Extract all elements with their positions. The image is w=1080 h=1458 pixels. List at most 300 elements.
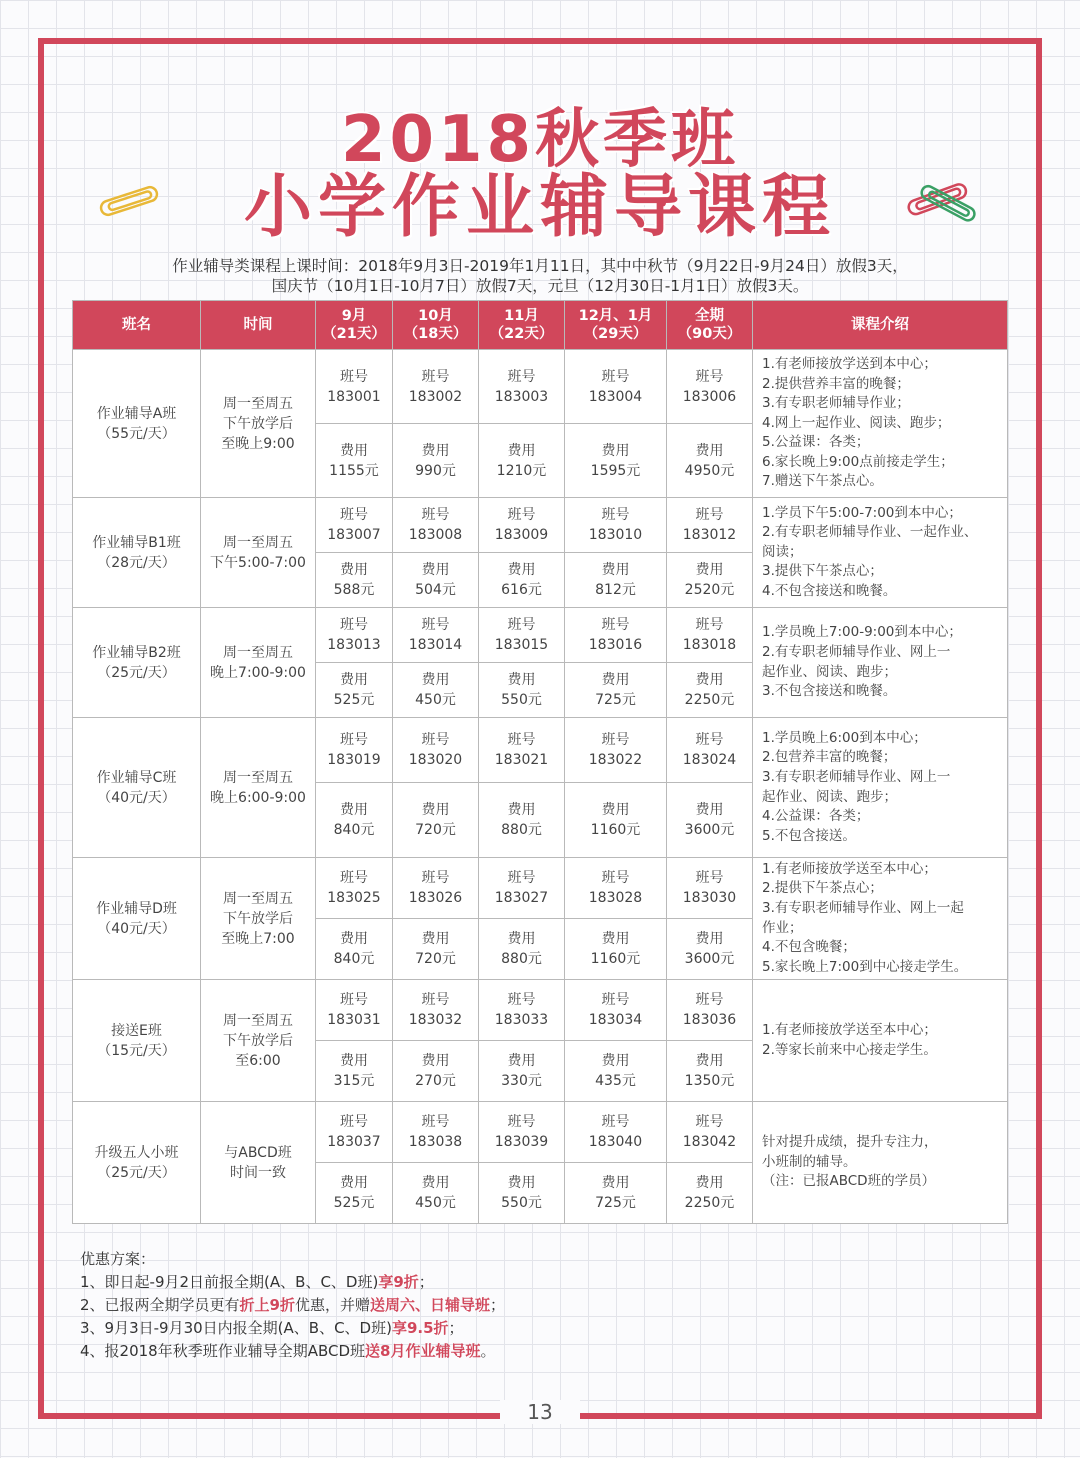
class-code-cell [667, 608, 753, 663]
fee-cell [393, 1163, 479, 1224]
class-price: （55元/天） [97, 425, 176, 442]
fee-label: 费用 [601, 802, 630, 818]
fee-value: 720元 [415, 822, 456, 838]
class-code-label: 班号 [601, 617, 630, 633]
class-code: 183038 [408, 1134, 463, 1150]
class-price: （15元/天） [97, 1042, 176, 1059]
course-intro-line: 作业； [762, 919, 803, 936]
fee-label: 费用 [601, 1175, 630, 1191]
fee-label: 费用 [695, 672, 724, 688]
course-intro-cell [753, 980, 1008, 1102]
class-code-label: 班号 [421, 870, 450, 886]
class-code: 183032 [408, 1012, 463, 1028]
fee-label: 费用 [507, 1053, 536, 1069]
fee-label: 费用 [507, 442, 536, 459]
frame-bottom-left [38, 1413, 506, 1419]
class-name: 作业辅导B2班 [92, 644, 181, 661]
class-code-label: 班号 [340, 507, 368, 523]
class-code: 183042 [682, 1134, 737, 1150]
class-code: 183040 [588, 1134, 643, 1150]
class-code-cell [667, 350, 753, 424]
fee-cell [393, 424, 479, 498]
class-code-label: 班号 [695, 368, 724, 385]
fee-label: 费用 [601, 1053, 630, 1069]
fee-cell [316, 783, 393, 858]
fee-label: 费用 [421, 1175, 450, 1191]
fee-label: 费用 [421, 562, 450, 578]
class-code: 183030 [682, 890, 737, 906]
class-code-label: 班号 [601, 732, 630, 748]
class-code-cell [565, 1102, 667, 1163]
class-code: 183009 [494, 527, 549, 543]
fee-value: 4950元 [684, 462, 735, 479]
class-code: 183026 [408, 890, 463, 906]
class-code-label: 班号 [421, 1114, 450, 1130]
course-intro-line: 2.提供营养丰富的晚餐； [762, 375, 910, 392]
fee-cell [316, 1041, 393, 1102]
class-price: （28元/天） [97, 554, 176, 571]
fee-cell [393, 553, 479, 608]
class-code: 183007 [327, 527, 381, 543]
course-intro-line: 2.有专职老师辅导作业、一起作业、 [762, 524, 978, 541]
course-intro-line: 2.包营养丰富的晚餐； [762, 749, 897, 766]
fee-label: 费用 [695, 931, 724, 947]
class-time-cell [201, 718, 316, 858]
class-name: 升级五人小班 [94, 1144, 179, 1161]
class-code: 183006 [682, 388, 737, 405]
course-intro-line: 4.公益课：各类； [762, 808, 870, 825]
course-intro-line: 6.家长晚上9:00点前接走学生； [762, 453, 954, 470]
class-code: 183020 [408, 752, 463, 768]
fee-cell [667, 919, 753, 980]
class-code-label: 班号 [507, 732, 536, 748]
class-code-cell [479, 980, 565, 1041]
class-price: （40元/天） [97, 789, 176, 806]
course-intro-line: 3.不包含接送和晚餐。 [762, 683, 897, 700]
class-code-cell [565, 608, 667, 663]
fee-cell [393, 783, 479, 858]
course-intro-line: 2.有专职老师辅导作业、网上一 [762, 643, 951, 660]
fee-cell [565, 1041, 667, 1102]
time-line: 周一至周五 [223, 1012, 293, 1029]
fee-cell [479, 424, 565, 498]
course-intro-cell [753, 350, 1008, 498]
discount-section [80, 1248, 505, 1363]
header-full-term: 全期 （90天） [667, 301, 753, 350]
fee-value: 1595元 [590, 462, 641, 479]
course-intro-line: 2.等家长前来中心接走学生。 [762, 1041, 937, 1058]
class-code-cell [393, 980, 479, 1041]
class-code-label: 班号 [695, 617, 724, 633]
class-code-label: 班号 [601, 368, 630, 385]
fee-label: 费用 [695, 1175, 724, 1191]
fee-label: 费用 [601, 672, 630, 688]
time-line: 周一至周五 [223, 644, 293, 661]
class-code-cell [565, 498, 667, 553]
fee-label: 费用 [507, 931, 536, 947]
course-intro-line: 1.有老师接放学送至本中心； [762, 1021, 937, 1038]
class-code: 183033 [494, 1012, 549, 1028]
fee-label: 费用 [421, 1053, 450, 1069]
time-line: 周一至周五 [223, 395, 293, 412]
fee-label: 费用 [695, 802, 724, 818]
table-row [73, 498, 1008, 553]
class-code-label: 班号 [421, 507, 450, 523]
course-intro-line: 1.学员晚上7:00-9:00到本中心； [762, 624, 962, 641]
fee-value: 1160元 [590, 951, 641, 967]
fee-cell [316, 919, 393, 980]
class-code: 183008 [408, 527, 463, 543]
fee-label: 费用 [507, 802, 536, 818]
class-code-cell [316, 608, 393, 663]
time-line: 周一至周五 [223, 534, 293, 551]
class-code: 183002 [408, 388, 463, 405]
class-code-cell [393, 718, 479, 783]
fee-value: 840元 [333, 951, 375, 967]
fee-cell [479, 1041, 565, 1102]
fee-value: 3600元 [684, 951, 735, 967]
class-code-cell [479, 350, 565, 424]
class-code: 183004 [588, 388, 643, 405]
time-line: 下午放学后 [223, 415, 293, 432]
class-code-cell [316, 718, 393, 783]
header-time: 时间 [201, 301, 316, 350]
class-code-label: 班号 [695, 992, 724, 1008]
table-row [73, 608, 1008, 663]
class-name-cell [73, 498, 201, 608]
fee-label: 费用 [507, 1175, 536, 1191]
class-code: 183028 [588, 890, 643, 906]
class-code-cell [667, 718, 753, 783]
class-time-cell [201, 858, 316, 980]
class-name: 作业辅导D班 [96, 900, 177, 917]
course-intro-line: （注：已报ABCD班的学员） [762, 1173, 936, 1190]
course-intro-line: 1.学员下午5:00-7:00到本中心； [762, 504, 962, 521]
class-code: 183014 [408, 637, 463, 653]
schedule-table [72, 300, 1008, 1224]
class-code-cell [316, 498, 393, 553]
fee-label: 费用 [695, 562, 724, 578]
fee-cell [565, 1163, 667, 1224]
class-code: 183034 [588, 1012, 643, 1028]
class-code-label: 班号 [340, 732, 368, 748]
class-code-label: 班号 [507, 1114, 536, 1130]
fee-label: 费用 [695, 1053, 724, 1069]
page-title-line2: 小学作业辅导课程 [243, 168, 836, 247]
page-title-line1: 2018秋季班 [340, 103, 740, 177]
class-code-cell [479, 1102, 565, 1163]
fee-value: 550元 [501, 1195, 542, 1211]
table-row [73, 1102, 1008, 1163]
course-intro-line: 1.有老师接放学送到本中心； [762, 355, 937, 372]
class-name: 作业辅导C班 [96, 769, 177, 786]
time-line: 至6:00 [235, 1052, 281, 1069]
fee-cell [479, 783, 565, 858]
class-code-cell [479, 608, 565, 663]
class-code-cell [667, 1102, 753, 1163]
class-code: 183013 [327, 637, 381, 653]
course-intro-line: 小班制的辅导。 [762, 1153, 857, 1170]
fee-cell [667, 663, 753, 718]
fee-value: 504元 [415, 582, 456, 598]
fee-cell [479, 1163, 565, 1224]
fee-cell [667, 1163, 753, 1224]
class-code: 183003 [494, 388, 549, 405]
class-time-cell [201, 608, 316, 718]
class-code-label: 班号 [507, 617, 536, 633]
table-row [73, 980, 1008, 1041]
class-code: 183027 [494, 890, 549, 906]
class-code-label: 班号 [507, 507, 536, 523]
fee-label: 费用 [601, 931, 630, 947]
fee-value: 270元 [415, 1073, 456, 1089]
class-code-label: 班号 [421, 368, 450, 385]
course-intro-line: 起作业、阅读、跑步； [762, 663, 897, 680]
class-time-cell [201, 1102, 316, 1224]
fee-value: 1350元 [684, 1073, 735, 1089]
fee-label: 费用 [421, 672, 450, 688]
fee-cell [565, 553, 667, 608]
class-price: （25元/天） [97, 1164, 176, 1181]
class-code: 183016 [588, 637, 643, 653]
fee-value: 435元 [595, 1073, 636, 1089]
class-code-label: 班号 [507, 992, 536, 1008]
header-course-intro: 课程介绍 [753, 301, 1008, 350]
course-intro-line: 5.公益课：各类； [762, 434, 870, 451]
course-intro-line: 4.不包含晚餐； [762, 939, 856, 956]
class-code-label: 班号 [340, 368, 368, 385]
class-price: （25元/天） [97, 664, 176, 681]
course-intro-line: 2.提供下午茶点心； [762, 880, 883, 897]
fee-value: 525元 [333, 692, 375, 708]
class-code-cell [316, 1102, 393, 1163]
fee-cell [316, 1163, 393, 1224]
class-code: 183012 [682, 527, 737, 543]
table-row [73, 858, 1008, 919]
fee-value: 315元 [333, 1073, 375, 1089]
class-code-label: 班号 [601, 507, 630, 523]
course-intro-cell [753, 718, 1008, 858]
discount-item: 4、报2018年秋季班作业辅导全期ABCD班送8月作业辅导班。 [80, 1342, 496, 1360]
class-code-label: 班号 [421, 732, 450, 748]
class-name-cell [73, 608, 201, 718]
class-code-label: 班号 [601, 1114, 630, 1130]
fee-value: 725元 [595, 692, 636, 708]
class-time-cell [201, 498, 316, 608]
fee-label: 费用 [340, 672, 368, 688]
class-name: 接送E班 [111, 1022, 162, 1039]
time-line: 至晚上9:00 [221, 435, 295, 452]
table-header-row [73, 301, 1008, 350]
class-code-label: 班号 [421, 992, 450, 1008]
class-code-cell [479, 498, 565, 553]
fee-cell [565, 424, 667, 498]
fee-cell [316, 553, 393, 608]
class-name: 作业辅导A班 [96, 405, 177, 422]
class-time-cell [201, 980, 316, 1102]
fee-value: 840元 [333, 822, 375, 838]
course-intro-line: 阅读； [762, 543, 803, 560]
time-line: 与ABCD班 [224, 1144, 292, 1161]
fee-label: 费用 [421, 442, 450, 459]
class-code-label: 班号 [340, 870, 368, 886]
class-code-cell [393, 1102, 479, 1163]
class-code-cell [565, 980, 667, 1041]
header-class-name: 班名 [73, 301, 201, 350]
class-name-cell [73, 858, 201, 980]
fee-cell [667, 424, 753, 498]
fee-cell [667, 553, 753, 608]
class-code-cell [316, 858, 393, 919]
fee-label: 费用 [340, 442, 368, 459]
class-code: 183036 [682, 1012, 737, 1028]
course-intro-line: 1.有老师接放学送至本中心； [762, 860, 937, 877]
course-intro-line: 4.不包含接送和晚餐。 [762, 582, 897, 599]
class-name: 作业辅导B1班 [92, 534, 181, 551]
class-code-label: 班号 [340, 617, 368, 633]
frame-bottom-right [574, 1413, 1042, 1419]
class-code: 183022 [588, 752, 643, 768]
fee-cell [479, 919, 565, 980]
fee-cell [393, 663, 479, 718]
fee-label: 费用 [340, 931, 368, 947]
time-line: 下午放学后 [223, 910, 293, 927]
fee-label: 费用 [695, 442, 724, 459]
fee-label: 费用 [421, 931, 450, 947]
course-intro-line: 5.不包含接送。 [762, 827, 856, 844]
class-code-cell [667, 858, 753, 919]
class-time-cell [201, 350, 316, 498]
class-code-label: 班号 [695, 507, 724, 523]
fee-cell [667, 1041, 753, 1102]
class-code-label: 班号 [695, 1114, 724, 1130]
class-code-cell [565, 350, 667, 424]
fee-value: 2250元 [684, 692, 735, 708]
class-code-cell [393, 350, 479, 424]
class-code-label: 班号 [601, 870, 630, 886]
time-line: 时间一致 [230, 1164, 286, 1181]
class-code: 183015 [494, 637, 549, 653]
class-code-cell [393, 608, 479, 663]
class-name-cell [73, 980, 201, 1102]
discount-item: 2、已报两全期学员更有折上9折优惠，并赠送周六、日辅导班； [80, 1296, 506, 1314]
fee-cell [479, 663, 565, 718]
fee-cell [393, 919, 479, 980]
class-code-cell [393, 858, 479, 919]
fee-value: 1210元 [496, 462, 547, 479]
fee-label: 费用 [340, 562, 368, 578]
class-code-cell [479, 718, 565, 783]
fee-cell [479, 553, 565, 608]
fee-cell [393, 1041, 479, 1102]
discount-title: 优惠方案： [80, 1250, 156, 1268]
fee-label: 费用 [421, 802, 450, 818]
fee-value: 525元 [333, 1195, 375, 1211]
header-oct: 10月 （18天） [393, 301, 479, 350]
fee-label: 费用 [601, 442, 630, 459]
course-intro-line: 4.网上一起作业、阅读、跑步； [762, 414, 951, 431]
fee-label: 费用 [340, 802, 368, 818]
course-intro-line: 3.提供下午茶点心； [762, 563, 883, 580]
time-line: 下午5:00-7:00 [210, 554, 306, 571]
fee-label: 费用 [507, 672, 536, 688]
course-intro-line: 5.家长晚上7:00到中心接走学生。 [762, 958, 968, 975]
course-intro-line: 3.有专职老师辅导作业、网上一起 [762, 899, 964, 916]
class-code-cell [565, 858, 667, 919]
class-name-cell [73, 1102, 201, 1224]
course-intro-line: 起作业、阅读、跑步； [762, 788, 897, 805]
class-code-cell [393, 498, 479, 553]
fee-value: 1160元 [590, 822, 641, 838]
course-intro-cell [753, 1102, 1008, 1224]
class-price: （40元/天） [97, 920, 176, 937]
time-line: 至晚上7:00 [221, 930, 295, 947]
fee-value: 2520元 [684, 582, 735, 598]
fee-value: 450元 [415, 1195, 456, 1211]
course-intro-cell [753, 498, 1008, 608]
class-code-cell [316, 980, 393, 1041]
fee-cell [565, 919, 667, 980]
class-name-cell [73, 718, 201, 858]
fee-value: 812元 [595, 582, 636, 598]
fee-value: 990元 [415, 462, 456, 479]
class-code: 183039 [494, 1134, 549, 1150]
class-code: 183031 [327, 1012, 381, 1028]
fee-value: 720元 [415, 951, 456, 967]
fee-cell [667, 783, 753, 858]
fee-value: 725元 [595, 1195, 636, 1211]
time-line: 晚上7:00-9:00 [210, 664, 306, 681]
intro-line1: 作业辅导类课程上课时间：2018年9月3日-2019年1月11日，其中中秋节（9月22日-9月24日）放假3天， [172, 257, 908, 275]
header-dec-jan: 12月、1月 （29天） [565, 301, 667, 350]
course-intro-cell [753, 608, 1008, 718]
class-code: 183001 [327, 388, 381, 405]
course-intro-line: 3.有专职老师辅导作业； [762, 395, 910, 412]
time-line: 下午放学后 [223, 1032, 293, 1049]
time-line: 周一至周五 [223, 890, 293, 907]
class-code: 183025 [327, 890, 381, 906]
fee-value: 550元 [501, 692, 542, 708]
table-row [73, 718, 1008, 783]
course-intro-line: 3.有专职老师辅导作业、网上一 [762, 768, 951, 785]
fee-cell [565, 783, 667, 858]
fee-value: 450元 [415, 692, 456, 708]
class-code-label: 班号 [340, 992, 368, 1008]
fee-label: 费用 [340, 1053, 368, 1069]
fee-cell [565, 663, 667, 718]
class-code-cell [667, 498, 753, 553]
fee-value: 330元 [501, 1073, 542, 1089]
time-line: 晚上6:00-9:00 [210, 789, 306, 806]
class-code: 183021 [494, 752, 549, 768]
class-name-cell [73, 350, 201, 498]
class-code-cell [316, 350, 393, 424]
fee-value: 1155元 [329, 462, 379, 479]
fee-value: 880元 [501, 951, 542, 967]
course-intro-line: 针对提升成绩，提升专注力， [762, 1134, 938, 1151]
fee-value: 3600元 [684, 822, 735, 838]
class-code-label: 班号 [507, 368, 536, 385]
class-code-label: 班号 [507, 870, 536, 886]
class-code-label: 班号 [695, 732, 724, 748]
fee-label: 费用 [601, 562, 630, 578]
course-intro-line: 7.赠送下午茶点心。 [762, 473, 883, 490]
page-number: 13 [500, 1400, 580, 1424]
class-code: 183019 [327, 752, 381, 768]
table-row [73, 350, 1008, 424]
intro-line2: 国庆节（10月1日-10月7日）放假7天，元旦（12月30日-1月1日）放假3天。 [271, 277, 809, 295]
discount-item: 1、即日起-9月2日前报全期(A、B、C、D班)享9折； [80, 1273, 434, 1291]
